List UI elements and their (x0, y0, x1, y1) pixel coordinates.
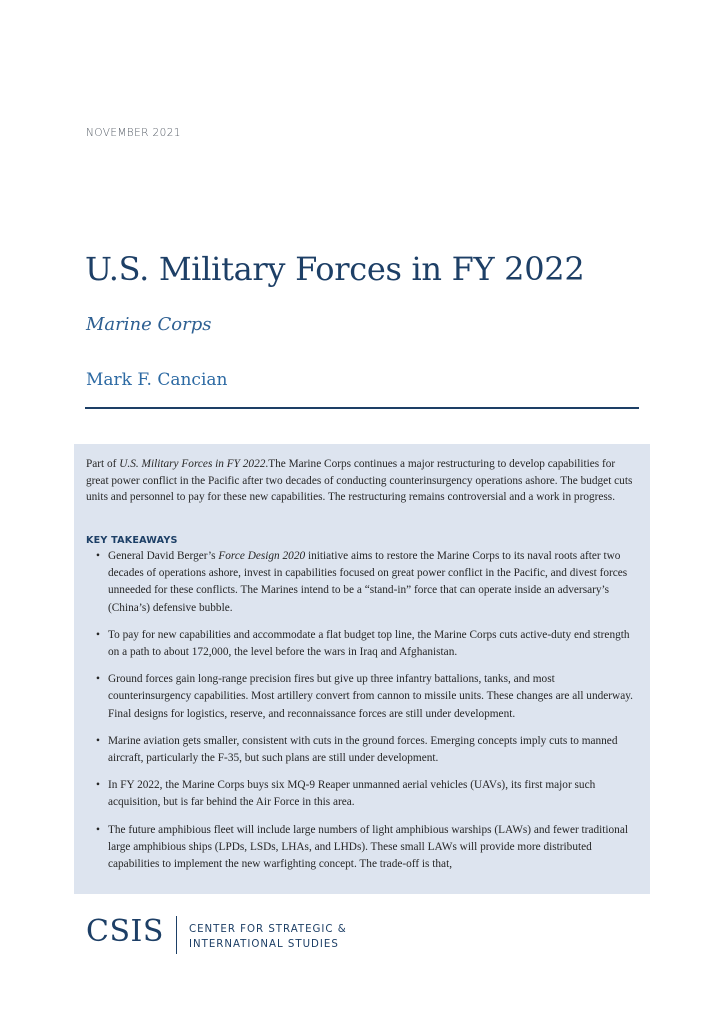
report-title: U.S. Military Forces in FY 2022 (85, 250, 585, 288)
organization-name-line1: CENTER FOR STRATEGIC & (189, 924, 347, 935)
organization-name (189, 922, 347, 952)
key-takeaways-heading: KEY TAKEAWAYS (86, 535, 178, 546)
key-takeaways-list (74, 548, 650, 883)
bullet-icon: • (96, 734, 100, 747)
takeaway-text: Ground forces gain long-range precision fires but give up three infantry battalions, tanks, and most counterinsurgency capabilities. Most artillery convert from cannon to missile units. These changes are all underway. Final designs for logistics, reserve, and reconnaissance forces are still under development. (108, 673, 633, 720)
takeaway-text: To pay for new capabilities and accommodate a flat budget top line, the Marine Corps cuts active-duty end strength on a path to about 172,000, the level before the wars in Iraq and Afghanistan. (108, 628, 630, 659)
report-author: Mark F. Cancian (86, 370, 228, 390)
intro-text: .The Marine Corps continues a major restructuring to develop capabilities for great power conflict in the Pacific after two decades of conducting counterinsurgency operations ashore. The budget cuts units and personnel to pay for these new capabilities. The restructuring remains controversial and a work in progress. (86, 458, 633, 503)
csis-logo: CSIS (86, 914, 164, 949)
takeaway-italic-title: Force Design 2020 (218, 550, 306, 562)
title-divider (85, 407, 639, 409)
bullet-icon: • (96, 779, 100, 792)
takeaway-text: In FY 2022, the Marine Corps buys six MQ-9 Reaper unmanned aerial vehicles (UAVs), its first major such acquisition, but is far behind the Air Force in this area. (108, 779, 596, 809)
takeaway-item (74, 733, 650, 767)
bullet-icon: • (96, 823, 100, 836)
bullet-icon: • (96, 628, 100, 641)
organization-name-line2: INTERNATIONAL STUDIES (189, 939, 339, 950)
summary-box (74, 444, 650, 894)
takeaway-item (74, 777, 650, 811)
intro-series-title: U.S. Military Forces in FY 2022 (119, 458, 266, 470)
takeaway-text: The future amphibious fleet will include large numbers of light amphibious warships (LAWs) and fewer traditional large amphibious ships (LPDs, LSDs, LHAs, and LHDs). These small LAWs will provide more distributed capabilities to implement the new warfighting concept. The trade-off is that, (108, 823, 628, 871)
takeaway-item (74, 822, 650, 874)
intro-prefix: Part of (86, 458, 120, 470)
logo-divider (176, 916, 177, 954)
bullet-icon: • (96, 550, 100, 562)
takeaway-item (74, 548, 650, 617)
takeaway-text: Marine aviation gets smaller, consistent with cuts in the ground forces. Emerging concepts imply cuts to manned aircraft, particularly the F-35, but such plans are still under development. (108, 734, 618, 765)
report-subtitle: Marine Corps (86, 314, 212, 335)
takeaway-text-pre: General David Berger’s (108, 550, 219, 562)
report-date: NOVEMBER 2021 (86, 127, 181, 139)
takeaway-item (74, 627, 650, 661)
bullet-icon: • (96, 673, 100, 686)
takeaway-text-post: initiative aims to restore the Marine Corps to its naval roots after two decades of operations ashore, invest in capabilities focused on great power conflict in the Pacific, and divest forces unneeded for these conflicts. The Marines intend to be a “stand-in” force that can operate inside an adversary’s (China’s) defensive bubble. (108, 550, 628, 614)
intro-paragraph (86, 456, 639, 506)
takeaway-item (74, 671, 650, 723)
